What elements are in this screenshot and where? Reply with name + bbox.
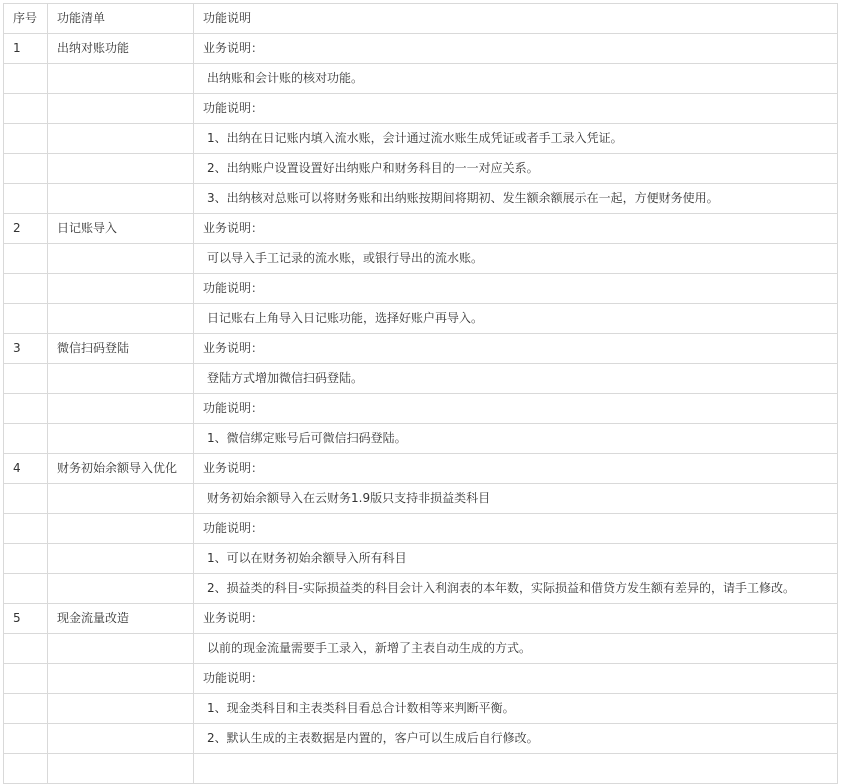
- table-row: [4, 634, 838, 664]
- row-number-cell: [4, 124, 48, 154]
- table-row: [4, 124, 838, 154]
- feature-description-cell: 功能说明：: [194, 274, 838, 304]
- table-row: [4, 604, 838, 634]
- feature-name-cell: [48, 544, 194, 574]
- feature-description-cell: 业务说明：: [194, 604, 838, 634]
- feature-description-cell: 以前的现金流量需要手工录入，新增了主表自动生成的方式。: [194, 634, 838, 664]
- table-row: [4, 94, 838, 124]
- row-number-cell: [4, 64, 48, 94]
- feature-name-cell: 财务初始余额导入优化: [48, 454, 194, 484]
- table-row: [4, 334, 838, 364]
- feature-name-cell: [48, 364, 194, 394]
- row-number-cell: [4, 574, 48, 604]
- table-row: [4, 724, 838, 754]
- table-row: [4, 154, 838, 184]
- table-row: [4, 574, 838, 604]
- row-number-cell: [4, 724, 48, 754]
- row-number-cell: [4, 544, 48, 574]
- row-number-cell: [4, 424, 48, 454]
- feature-description-cell: 登陆方式增加微信扫码登陆。: [194, 364, 838, 394]
- feature-name-cell: 现金流量改造: [48, 604, 194, 634]
- row-number-cell: [4, 244, 48, 274]
- feature-description-cell: 业务说明：: [194, 454, 838, 484]
- feature-name-cell: 日记账导入: [48, 214, 194, 244]
- feature-description-cell: 日记账右上角导入日记账功能，选择好账户再导入。: [194, 304, 838, 334]
- feature-name-cell: 出纳对账功能: [48, 34, 194, 64]
- row-number-cell: [4, 484, 48, 514]
- table-body: [4, 34, 838, 784]
- feature-name-cell: [48, 274, 194, 304]
- table-row: [4, 424, 838, 454]
- feature-name-cell: [48, 694, 194, 724]
- row-number-cell: [4, 754, 48, 784]
- feature-name-cell: [48, 124, 194, 154]
- feature-description-cell: 1、现金类科目和主表类科目看总合计数相等来判断平衡。: [194, 694, 838, 724]
- feature-description-cell: 2、出纳账户设置设置好出纳账户和财务科目的一一对应关系。: [194, 154, 838, 184]
- feature-description-cell: 业务说明：: [194, 34, 838, 64]
- feature-name-cell: [48, 64, 194, 94]
- row-number-cell: [4, 634, 48, 664]
- feature-name-cell: [48, 484, 194, 514]
- feature-description-cell: 1、微信绑定账号后可微信扫码登陆。: [194, 424, 838, 454]
- table-row: [4, 34, 838, 64]
- row-number-cell: 2: [4, 214, 48, 244]
- table-row: [4, 544, 838, 574]
- table-row: [4, 304, 838, 334]
- feature-description-cell: 业务说明：: [194, 334, 838, 364]
- feature-description-cell: 功能说明：: [194, 664, 838, 694]
- table-row: [4, 364, 838, 394]
- feature-description-cell: 功能说明：: [194, 94, 838, 124]
- row-number-cell: [4, 184, 48, 214]
- feature-name-cell: [48, 574, 194, 604]
- table-row: [4, 394, 838, 424]
- feature-name-cell: [48, 244, 194, 274]
- feature-description-cell: 2、损益类的科目-实际损益类的科目会计入利润表的本年数，实际损益和借贷方发生额有差异的，请手工修改。: [194, 574, 838, 604]
- feature-description-cell: 功能说明：: [194, 514, 838, 544]
- feature-description-cell: 功能说明：: [194, 394, 838, 424]
- feature-name-cell: [48, 514, 194, 544]
- table-row: [4, 694, 838, 724]
- table-row: [4, 754, 838, 784]
- feature-name-cell: [48, 304, 194, 334]
- feature-description-cell: 1、出纳在日记账内填入流水账，会计通过流水账生成凭证或者手工录入凭证。: [194, 124, 838, 154]
- row-number-cell: 3: [4, 334, 48, 364]
- row-number-cell: [4, 364, 48, 394]
- table-row: [4, 244, 838, 274]
- feature-name-cell: [48, 664, 194, 694]
- feature-name-cell: [48, 424, 194, 454]
- row-number-cell: [4, 514, 48, 544]
- table-row: [4, 664, 838, 694]
- row-number-cell: [4, 664, 48, 694]
- feature-description-cell: 财务初始余额导入在云财务1.9版只支持非损益类科目: [194, 484, 838, 514]
- feature-description-cell: 业务说明：: [194, 214, 838, 244]
- row-number-cell: [4, 304, 48, 334]
- feature-description-cell: 出纳账和会计账的核对功能。: [194, 64, 838, 94]
- row-number-cell: 1: [4, 34, 48, 64]
- row-number-cell: [4, 274, 48, 304]
- row-number-cell: 4: [4, 454, 48, 484]
- feature-description-cell: 2、默认生成的主表数据是内置的，客户可以生成后自行修改。: [194, 724, 838, 754]
- header-no: 序号: [4, 4, 48, 34]
- row-number-cell: [4, 154, 48, 184]
- feature-description-cell: 1、可以在财务初始余额导入所有科目: [194, 544, 838, 574]
- feature-description-cell: [194, 754, 838, 784]
- feature-name-cell: 微信扫码登陆: [48, 334, 194, 364]
- feature-name-cell: [48, 154, 194, 184]
- table-row: [4, 514, 838, 544]
- table-row: [4, 184, 838, 214]
- header-name: 功能清单: [48, 4, 194, 34]
- table-row: [4, 64, 838, 94]
- feature-name-cell: [48, 754, 194, 784]
- feature-name-cell: [48, 94, 194, 124]
- feature-name-cell: [48, 184, 194, 214]
- feature-table: [3, 3, 838, 784]
- row-number-cell: 5: [4, 604, 48, 634]
- table-row: [4, 484, 838, 514]
- feature-name-cell: [48, 394, 194, 424]
- table-row: [4, 214, 838, 244]
- feature-description-cell: 可以导入手工记录的流水账，或银行导出的流水账。: [194, 244, 838, 274]
- feature-name-cell: [48, 634, 194, 664]
- table-header-row: [4, 4, 838, 34]
- feature-name-cell: [48, 724, 194, 754]
- header-desc: 功能说明: [194, 4, 838, 34]
- row-number-cell: [4, 394, 48, 424]
- table-row: [4, 454, 838, 484]
- row-number-cell: [4, 694, 48, 724]
- table-row: [4, 274, 838, 304]
- feature-description-cell: 3、出纳核对总账可以将财务账和出纳账按期间将期初、发生额余额展示在一起，方便财务使用。: [194, 184, 838, 214]
- row-number-cell: [4, 94, 48, 124]
